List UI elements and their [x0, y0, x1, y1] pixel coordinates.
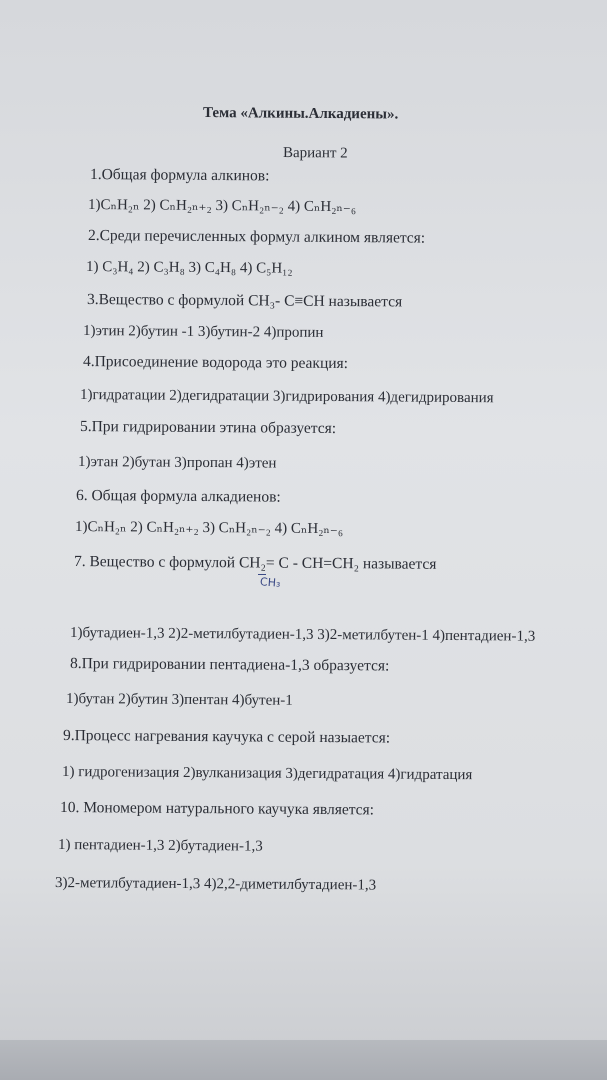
answers-9: 1) гидрогенизация 2)вулканизация 3)дегидратация 4)гидратация	[61, 764, 473, 784]
table-edge	[0, 1040, 607, 1080]
question-4: 4.Присоединение водорода это реакция:	[82, 353, 349, 373]
answers-6: 1)CₙH₂ₙ 2) CₙH₂ₙ₊₂ 3) CₙH₂ₙ₋₂ 4) CₙH₂ₙ₋₆	[74, 519, 344, 538]
question-6: 6. Общая формула алкадиенов:	[75, 487, 281, 506]
variant-label: Вариант 2	[282, 145, 348, 162]
answers-1: 1)CₙH₂ₙ 2) CₙH₂ₙ₊₂ 3) CₙH₂ₙ₋₂ 4) CₙH₂ₙ₋₆	[87, 197, 357, 216]
question-10: 10. Мономером натурального каучука является:	[59, 799, 375, 819]
answers-10-row-2: 3)2-метилбутадиен-1,3 4)2,2-диметилбутадиен-1,3	[54, 875, 377, 894]
question-3: 3.Вещество с формулой CH₃- C≡CH называется	[86, 291, 403, 311]
question-8: 8.При гидрировании пентадиена-1,3 образуется:	[69, 655, 390, 675]
answers-5: 1)этан 2)бутан 3)пропан 4)этен	[77, 454, 277, 472]
question-1: 1.Общая формула алкинов:	[89, 166, 270, 185]
worksheet-title: Тема «Алкины.Алкадиены».	[202, 105, 399, 123]
answers-7: 1)бутадиен-1,3 2)2-метилбутадиен-1,3 3)2-метилбутен-1 4)пентадиен-1,3	[69, 625, 536, 645]
question-5: 5.При гидрировании этина образуется:	[79, 418, 337, 438]
answers-8: 1)бутан 2)бутин 3)пентан 4)бутен-1	[65, 691, 293, 709]
answers-10-row-1: 1) пентадиен-1,3 2)бутадиен-1,3	[57, 837, 263, 855]
question-9: 9.Процесс нагревания каучука с серой назыается:	[62, 727, 391, 747]
question-2: 2.Среди перечисленных формул алкином является:	[87, 227, 426, 247]
answers-2: 1) C₃H₄ 2) C₃H₈ 3) C₄H₈ 4) C₅H₁₂	[85, 259, 293, 277]
answers-3: 1)этин 2)бутин -1 3)бутин-2 4)пропин	[82, 323, 324, 341]
question-7: 7. Вещество с формулой CH₂= C - CH=CH₂ называется	[73, 553, 437, 573]
answers-4: 1)гидратации 2)дегидратации 3)гидрирования 4)дегидрирования	[79, 387, 494, 407]
handwritten-methyl: CH₃	[259, 575, 281, 590]
